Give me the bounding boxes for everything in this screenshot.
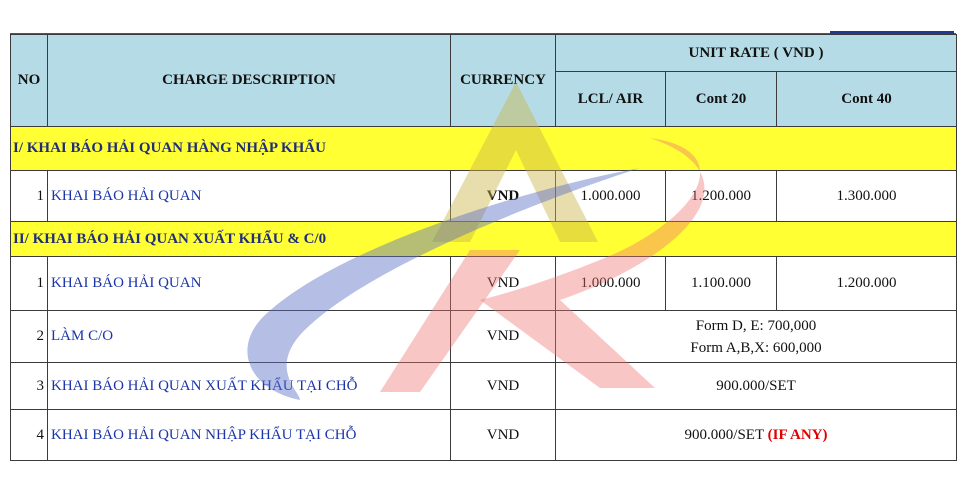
header-lcl-air: LCL/ AIR xyxy=(556,72,666,127)
rate-merged-cell: 900.000/SET xyxy=(556,363,957,410)
row-description: KHAI BÁO HẢI QUAN XUẤT KHẨU TẠI CHỖ xyxy=(48,363,451,410)
rate-lcl-air: 1.000.000 xyxy=(556,171,666,222)
row-description: LÀM C/O xyxy=(48,311,451,363)
header-cont-40: Cont 40 xyxy=(777,72,957,127)
rate-cont-20: 1.100.000 xyxy=(666,257,777,311)
header-currency: CURRENCY xyxy=(451,35,556,127)
row-number: 3 xyxy=(11,363,48,410)
rate-table xyxy=(10,34,957,461)
rate-cont-40: 1.200.000 xyxy=(777,257,957,311)
row-currency: VND xyxy=(451,311,556,363)
rate-note-if-any: (IF ANY) xyxy=(767,427,828,443)
row-currency: VND xyxy=(451,257,556,311)
rate-value: 900.000/SET xyxy=(684,427,764,443)
row-currency: VND xyxy=(451,410,556,461)
table-row xyxy=(11,257,957,311)
table-row xyxy=(11,171,957,222)
row-number: 1 xyxy=(11,257,48,311)
header-no: NO xyxy=(11,35,48,127)
section-row xyxy=(11,222,957,257)
row-currency: VND xyxy=(451,171,556,222)
header-row xyxy=(11,35,957,72)
table-row xyxy=(11,311,957,363)
header-unit-rate: UNIT RATE ( VND ) xyxy=(556,35,957,72)
row-description: KHAI BÁO HẢI QUAN xyxy=(48,171,451,222)
section-title-export: II/ KHAI BÁO HẢI QUAN XUẤT KHẨU & C/0 xyxy=(11,222,957,257)
section-row xyxy=(11,127,957,171)
row-number: 1 xyxy=(11,171,48,222)
header-cont-20: Cont 20 xyxy=(666,72,777,127)
rate-cont-40: 1.300.000 xyxy=(777,171,957,222)
row-number: 2 xyxy=(11,311,48,363)
rate-merged-cell xyxy=(556,410,957,461)
row-number: 4 xyxy=(11,410,48,461)
rate-merged-cell xyxy=(556,311,957,363)
row-description: KHAI BÁO HẢI QUAN xyxy=(48,257,451,311)
rate-line-form-abx: Form A,B,X: 600,000 xyxy=(690,339,822,356)
row-currency: VND xyxy=(451,363,556,410)
table-row xyxy=(11,410,957,461)
row-description: KHAI BÁO HẢI QUAN NHẬP KHẨU TẠI CHỖ xyxy=(48,410,451,461)
header-charge-description: CHARGE DESCRIPTION xyxy=(48,35,451,127)
rate-line-form-de: Form D, E: 700,000 xyxy=(695,317,817,334)
rate-lcl-air: 1.000.000 xyxy=(556,257,666,311)
table-row xyxy=(11,363,957,410)
rate-cont-20: 1.200.000 xyxy=(666,171,777,222)
section-title-import: I/ KHAI BÁO HẢI QUAN HÀNG NHẬP KHẨU xyxy=(11,127,957,171)
